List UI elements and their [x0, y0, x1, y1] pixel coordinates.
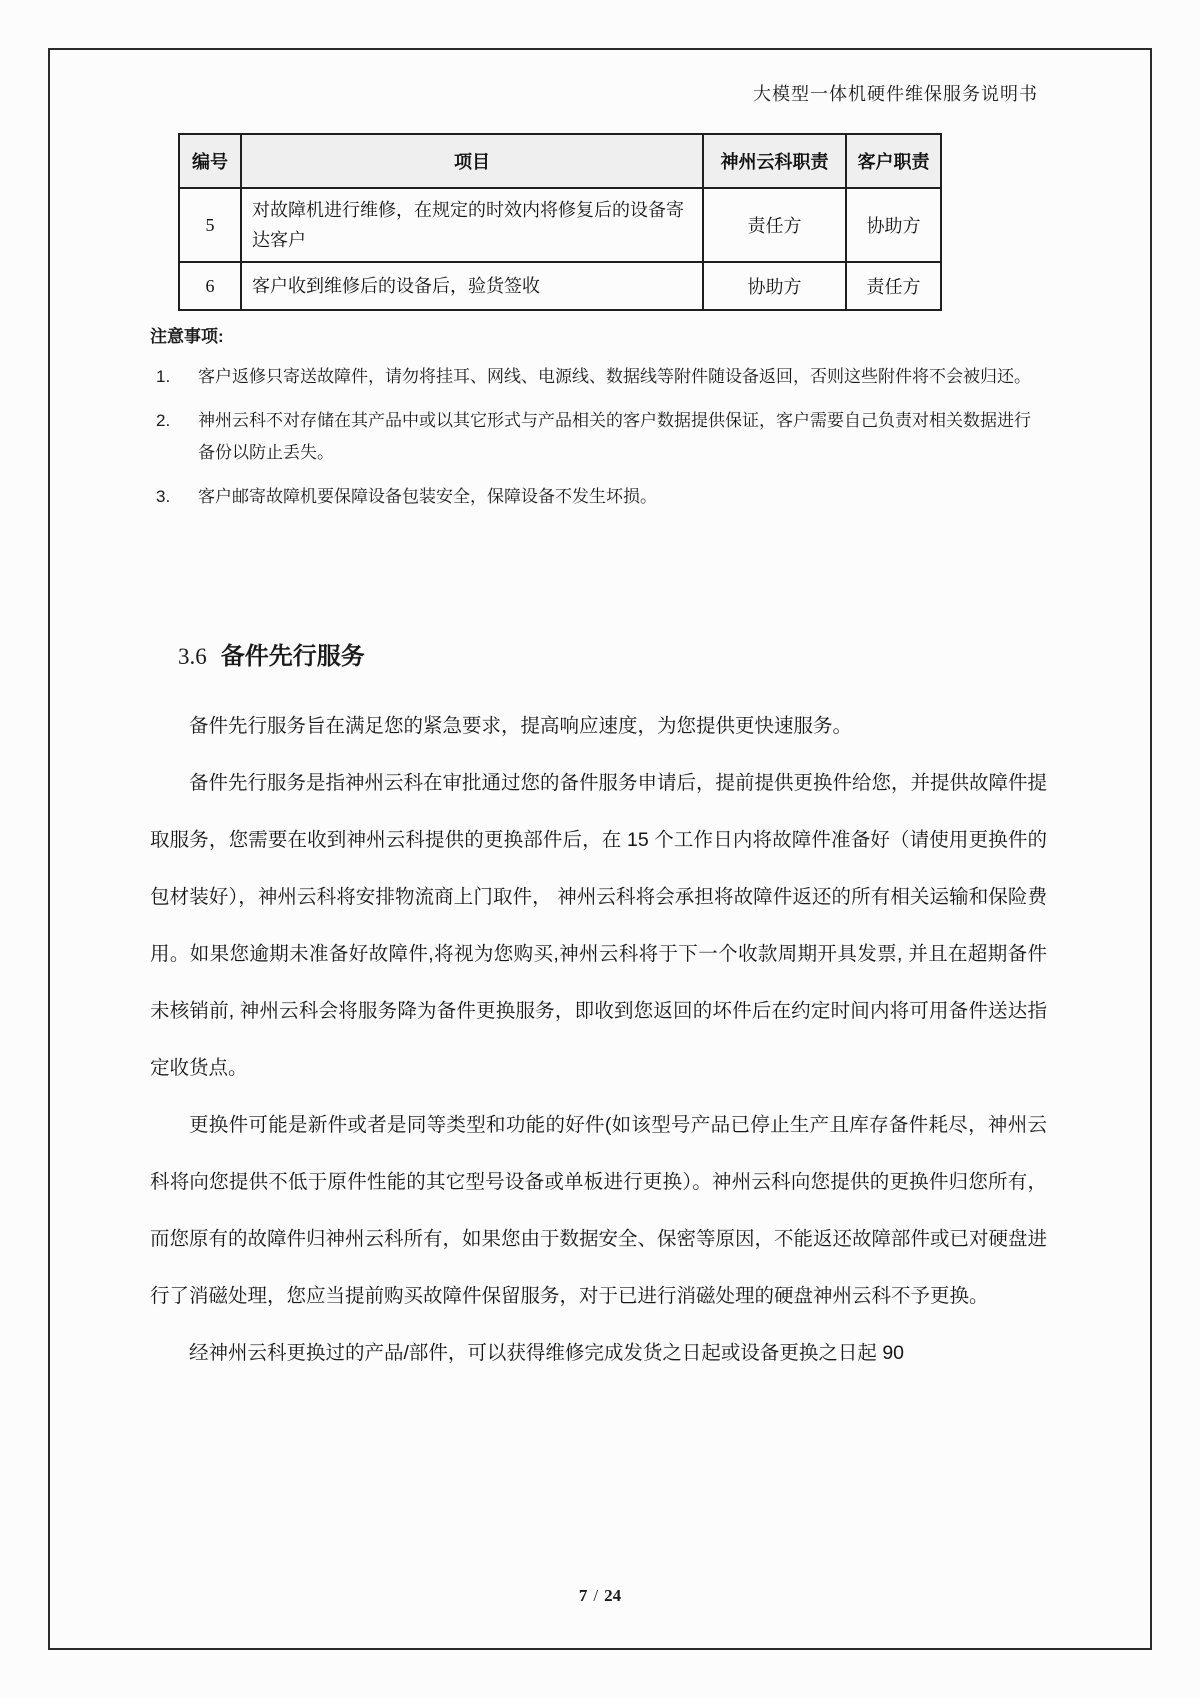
list-item-text: 神州云科不对存储在其产品中或以其它形式与产品相关的客户数据提供保证，客户需要自己负责对相关数据进行备份以防止丢失。	[198, 411, 1031, 462]
list-item-text: 客户返修只寄送故障件，请勿将挂耳、网线、电源线、数据线等附件随设备返回，否则这些附件将不会被归还。	[198, 367, 1031, 386]
column-header-customer-duty: 客户职责	[846, 134, 941, 188]
row-customer-duty-cell: 协助方	[846, 188, 941, 262]
document-header-title: 大模型一体机硬件维保服务说明书	[753, 84, 1038, 104]
row-vendor-duty-cell: 协助方	[703, 262, 846, 310]
paragraph: 更换件可能是新件或者是同等类型和功能的好件(如该型号产品已停止生产且库存备件耗尽，神州云科将向您提供不低于原件性能的其它型号设备或单板进行更换）。神州云科向您提供的更换件归您所有，而您原有的故障件归神州云科所有，如果您由于数据安全、保密等原因，不能返还故障部件或已对硬盘进行了消磁处理，您应当提前购买故障件保留服务，对于已进行消磁处理的硬盘神州云科不予更换。	[150, 1114, 1048, 1307]
list-item-number: 2.	[156, 411, 171, 430]
row-customer-duty-cell: 责任方	[846, 262, 941, 310]
table-header-row	[179, 134, 941, 188]
paragraph: 经神州云科更换过的产品/部件，可以获得维修完成发货之日起或设备更换之日起 90	[189, 1342, 905, 1364]
responsibility-table	[178, 133, 942, 311]
row-number-cell: 5	[179, 188, 241, 262]
table-row	[179, 262, 941, 310]
list-item-text: 客户邮寄故障机要保障设备包装安全，保障设备不发生坏损。	[198, 487, 657, 506]
current-page-number: 7	[578, 1586, 588, 1605]
column-header-vendor-duty: 神州云科职责	[703, 134, 846, 188]
column-header-item: 项目	[241, 134, 703, 188]
page-footer	[0, 1586, 1200, 1606]
section-title: 备件先行服务	[220, 643, 365, 670]
notes-section	[150, 322, 1045, 525]
column-header-number: 编号	[179, 134, 241, 188]
list-item	[150, 405, 1045, 469]
section-number: 3.6	[178, 644, 207, 669]
section-heading	[178, 636, 365, 671]
notes-title: 注意事项:	[150, 327, 224, 346]
row-number-cell: 6	[179, 262, 241, 310]
paragraph: 备件先行服务是指神州云科在审批通过您的备件服务申请后，提前提供更换件给您，并提供故障件提取服务，您需要在收到神州云科提供的更换部件后，在 15 个工作日内将故障件准备好（请使用更换件的包材装好），神州云科将安排物流商上门取件， 神州云科将会承担将故障件返还的所有相关运输和保险费用。如果您逾期未准备好故障件,将视为您购买,神州云科将于下一个收款周期开具发票, 并且在超期备件未核销前, 神州云科会将服务降为备件更换服务，即收到您返回的坏件后在约定时间内将可用备件送达指定收货点。	[150, 772, 1048, 1079]
paragraph: 备件先行服务旨在满足您的紧急要求，提高响应速度，为您提供更快速服务。	[189, 715, 853, 737]
row-item-cell: 对故障机进行维修，在规定的时效内将修复后的设备寄达客户	[241, 188, 703, 262]
table-row	[179, 188, 941, 262]
row-vendor-duty-cell: 责任方	[703, 188, 846, 262]
list-item	[150, 361, 1045, 393]
list-item	[150, 481, 1045, 513]
page-separator: /	[593, 1586, 599, 1605]
list-item-number: 3.	[156, 487, 171, 506]
row-item-cell: 客户收到维修后的设备后，验货签收	[241, 262, 703, 310]
section-body	[150, 698, 1047, 1382]
list-item-number: 1.	[156, 367, 171, 386]
total-page-count: 24	[604, 1586, 622, 1605]
